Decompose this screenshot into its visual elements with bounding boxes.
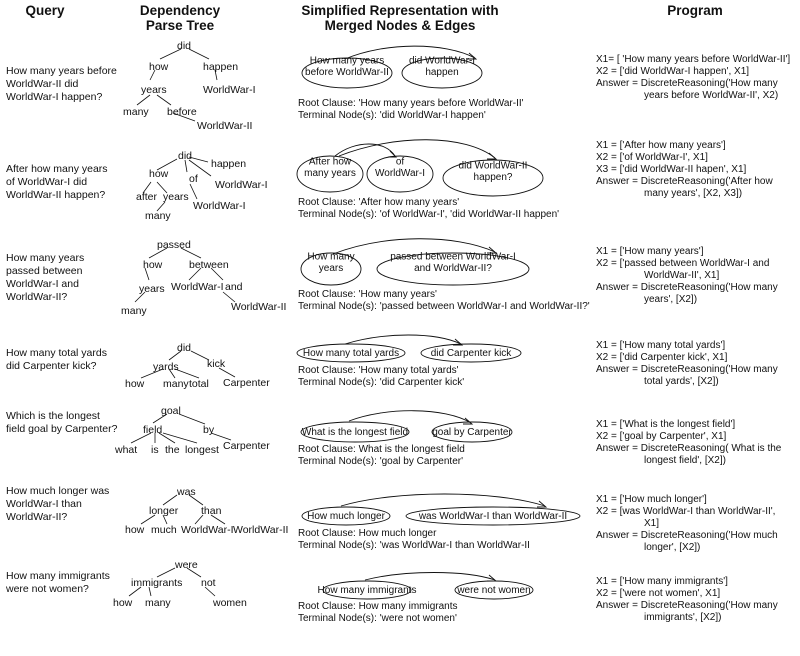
tree-node: much: [151, 524, 177, 536]
program-line: Answer = DiscreteReasoning('How much: [596, 530, 778, 541]
tree-node: did: [177, 342, 192, 354]
program-block: [596, 576, 800, 624]
program-block: [596, 340, 800, 388]
tree-node: immigrants: [131, 577, 183, 589]
tree-node: happen: [203, 61, 239, 73]
node-label: did Carpenter kick: [430, 348, 512, 359]
tree-node: WorldWar-I: [215, 179, 268, 191]
tree-node: were: [175, 559, 198, 571]
terminal-nodes: Terminal Node(s): 'did Carpenter kick': [298, 376, 465, 388]
header-tree: [110, 3, 250, 33]
program-line: Answer = DiscreteReasoning('How many: [596, 364, 778, 375]
tree-node: longer: [149, 505, 179, 517]
program-line: X2 = ['did WorldWar-I happen', X1]: [596, 66, 750, 77]
tree-node: was: [177, 486, 196, 498]
root-clause: Root Clause: How many immigrants: [298, 601, 458, 612]
tree-node: kick: [207, 358, 226, 370]
program-line: X1 = ['How many immigrants']: [596, 576, 728, 587]
tree-node: how: [113, 597, 133, 609]
program-line: X2 = ['passed between WorldWar-I and: [596, 258, 770, 269]
tree-node: the: [165, 444, 180, 456]
tree-node: passed: [157, 239, 191, 251]
tree-node: many: [123, 106, 149, 118]
program-line: X1 = ['After how many years']: [596, 140, 726, 151]
program-line: X1 = ['How much longer']: [596, 494, 707, 505]
terminal-nodes: Terminal Node(s): 'passed between WorldWar-I and WorldWar-II?': [298, 300, 590, 312]
tree-node: how: [125, 524, 145, 536]
program-block: [596, 419, 800, 467]
tree-node: Carpenter: [223, 377, 270, 389]
tree-node: of: [189, 173, 198, 185]
program-line: Answer = DiscreteReasoning( What is the: [596, 443, 782, 454]
node-label: After how many years: [304, 156, 356, 179]
tree-node: what: [115, 444, 138, 456]
tree-node: by: [203, 424, 215, 436]
clause-info: [298, 444, 598, 467]
terminal-nodes: Terminal Node(s): 'were not women': [298, 612, 457, 624]
query-text: How much longer was WorldWar-I than WorldWar-II?: [6, 485, 110, 523]
tree-node: Carpenter: [223, 440, 270, 452]
query-text: After how many years of WorldWar-I did WorldWar-II happen?: [6, 163, 108, 201]
node-label: was WorldWar-I than WorldWar-II: [418, 511, 568, 522]
root-clause: Root Clause: 'How many years': [298, 289, 437, 300]
tree-node: after: [136, 191, 158, 203]
program-line: Answer = DiscreteReasoning('How many: [596, 78, 778, 89]
program-line: many years', [X2, X3]): [644, 188, 743, 199]
merge-edge: [345, 335, 461, 344]
tree-node: years: [163, 191, 189, 203]
tree-node: total: [189, 378, 209, 390]
tree-node: many: [163, 378, 189, 390]
dependency-tree: [105, 146, 295, 234]
program-block: [596, 54, 800, 102]
tree-node: WorldWar-I: [181, 524, 234, 536]
tree-node: how: [143, 259, 163, 271]
tree-node: yards: [153, 361, 179, 373]
query-text: Which is the longest field goal by Carpenter?: [6, 410, 118, 435]
tree-node: many: [145, 210, 171, 222]
node-label: How much longer: [307, 511, 385, 522]
tree-node: before: [167, 106, 197, 118]
tree-node: is: [151, 444, 159, 456]
root-clause: Root Clause: 'After how many years': [298, 197, 460, 208]
program-line: WorldWar-II', X1]: [644, 270, 720, 281]
program-block: [596, 246, 800, 306]
tree-node: WorldWar-I: [193, 200, 246, 212]
tree-node: WorldWar-I: [203, 84, 256, 96]
node-label: How many years: [307, 251, 355, 274]
tree-node: how: [149, 168, 169, 180]
header-simplified: [290, 3, 510, 33]
clause-info: [298, 289, 598, 312]
header-program: Program: [667, 3, 723, 18]
program-block: [596, 140, 800, 200]
node-label: How many total yards: [302, 348, 400, 359]
node-label: What is the longest field: [301, 427, 409, 438]
program-line: X1= [ 'How many years before WorldWar-II']: [596, 54, 791, 65]
node-label: did WorldWar-I happen: [408, 55, 476, 78]
query-text: How many years passed between WorldWar-I and WorldWar-II?: [6, 252, 85, 303]
node-label: How many years before WorldWar-II: [305, 55, 389, 78]
tree-node: than: [201, 505, 222, 517]
node-label: How many immigrants: [317, 585, 417, 596]
tree-node: many: [145, 597, 171, 609]
program-line: X3 = ['did WorldWar-II hapen', X1]: [596, 164, 747, 175]
tree-node: WorldWar-I: [171, 281, 224, 293]
clause-info: [298, 528, 598, 551]
clause-info: [298, 197, 598, 220]
dependency-tree: [105, 556, 295, 644]
merge-edge: [339, 140, 495, 158]
program-line: Answer = DiscreteReasoning('How many: [596, 282, 778, 293]
node-label: goal by Carpenter: [432, 427, 512, 438]
program-line: X1 = ['How many total yards']: [596, 340, 726, 351]
tree-node: years: [141, 84, 167, 96]
terminal-nodes: Terminal Node(s): 'goal by Carpenter': [298, 455, 463, 467]
terminal-nodes: Terminal Node(s): 'did WorldWar-I happen': [298, 109, 486, 121]
node-label: passed between WorldWar-I and WorldWar-II?: [390, 251, 516, 274]
merge-edge: [349, 411, 471, 423]
node-label: did WorldWar-II happen?: [458, 160, 528, 183]
program-line: X1 = ['What is the longest field']: [596, 419, 736, 430]
clause-info: [298, 601, 598, 624]
tree-node: how: [149, 61, 169, 73]
header-simplified-line2: Merged Nodes & Edges: [324, 18, 476, 33]
program-line: longest field', [X2]): [644, 455, 726, 466]
tree-node: how: [125, 378, 145, 390]
program-line: X2 = ['were not women', X1]: [596, 588, 721, 599]
tree-node: WorldWar-II: [231, 301, 287, 313]
program-line: longer', [X2]): [644, 542, 701, 553]
program-line: X2 = ['did Carpenter kick', X1]: [596, 352, 728, 363]
tree-node: longest: [185, 444, 219, 456]
program-line: X2 = ['of WorldWar-I', X1]: [596, 152, 708, 163]
tree-node: not: [201, 577, 216, 589]
tree-node: years: [139, 283, 165, 295]
program-line: Answer = DiscreteReasoning('After how: [596, 176, 773, 187]
terminal-nodes: Terminal Node(s): 'was WorldWar-I than WorldWar-II: [298, 539, 530, 551]
query-text: How many immigrants were not women?: [6, 570, 110, 595]
root-clause: Root Clause: How much longer: [298, 528, 437, 539]
tree-node: and: [225, 281, 243, 293]
tree-node: field: [143, 424, 163, 436]
tree-node: between: [189, 259, 229, 271]
tree-node: many: [121, 305, 147, 317]
program-line: Answer = DiscreteReasoning('How many: [596, 600, 778, 611]
dependency-tree: [105, 38, 295, 132]
query-text: How many total yards did Carpenter kick?: [6, 347, 107, 372]
dependency-tree: [105, 403, 295, 491]
program-line: years', [X2]): [644, 294, 698, 305]
program-block: [596, 494, 800, 554]
tree-node: did: [177, 40, 192, 52]
dependency-tree: [105, 236, 295, 324]
root-clause: Root Clause: 'How many years before WorldWar-II': [298, 98, 524, 109]
root-clause: Root Clause: What is the longest field: [298, 444, 465, 455]
terminal-nodes: Terminal Node(s): 'of WorldWar-I', 'did WorldWar-II happen': [298, 208, 560, 220]
node-label: were not women: [457, 585, 531, 596]
tree-node: WorldWar-II: [233, 524, 289, 536]
tree-node: goal: [161, 405, 181, 417]
program-line: years before WorldWar-II', X2): [644, 90, 779, 101]
header-query: Query: [25, 3, 65, 18]
program-line: immigrants', [X2]): [644, 612, 722, 623]
header-tree-line2: Parse Tree: [145, 18, 215, 33]
root-clause: Root Clause: 'How many total yards': [298, 365, 459, 376]
tree-node: happen: [211, 158, 247, 170]
program-line: X2 = [was WorldWar-I than WorldWar-II',: [596, 506, 776, 517]
node-label: of WorldWar-I: [375, 156, 425, 179]
header-tree-line1: Dependency: [139, 3, 221, 18]
tree-node: women: [213, 597, 247, 609]
program-line: total yards', [X2]): [644, 376, 719, 387]
header-simplified-line1: Simplified Representation with: [301, 3, 499, 18]
program-line: X2 = ['goal by Carpenter', X1]: [596, 431, 727, 442]
merge-edge: [341, 494, 545, 506]
program-line: X1]: [644, 518, 660, 529]
program-line: X1 = ['How many years']: [596, 246, 704, 257]
clause-info: [298, 365, 598, 388]
clause-info: [298, 98, 598, 121]
query-text: How many years before WorldWar-II did WorldWar-I happen?: [6, 65, 117, 103]
tree-node: did: [178, 150, 193, 162]
tree-node: WorldWar-II: [197, 120, 253, 132]
merge-edge: [365, 573, 495, 581]
